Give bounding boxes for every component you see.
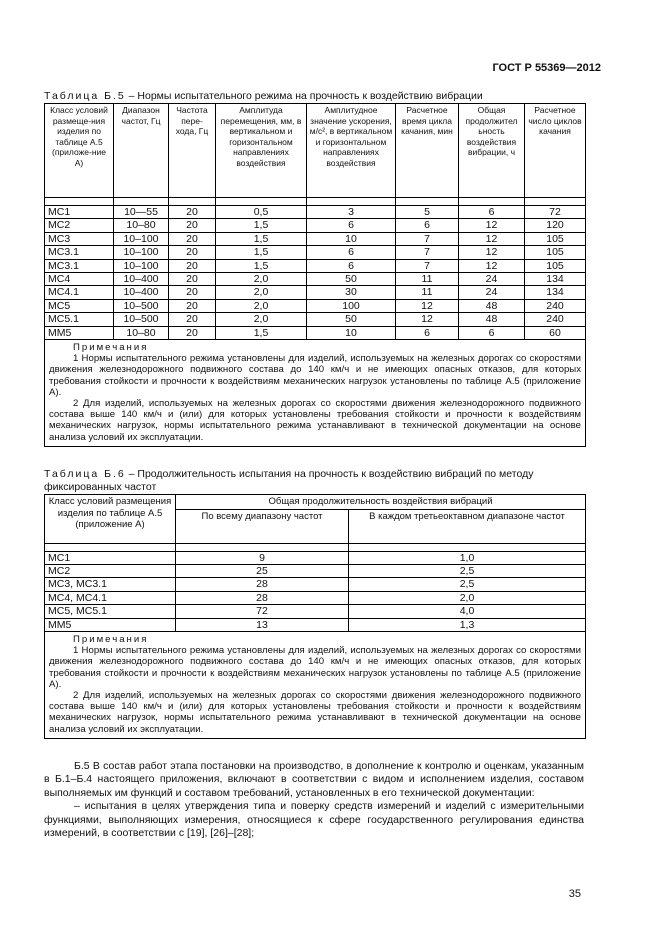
table-cell: 120	[525, 219, 586, 232]
table-cell: 0,5	[216, 206, 307, 219]
table-b6-notes	[45, 631, 586, 738]
table-cell: 6	[396, 326, 459, 339]
table-cell: МС3, МС3.1	[45, 578, 176, 591]
table-b6-note-1: 1 Нормы испытательного режима установлены для изделий, используемых на железных дорогах со скоростями движения железнодорожного подвижного состава до 140 км/ч и не имеющих опасных отказов, для которых требования стойкости и прочности к воздействиям механических нагрузок установлены по таблице А.5 (приложение А).	[49, 645, 582, 690]
table-cell: 6	[459, 326, 525, 339]
table-row	[45, 618, 586, 631]
table-cell: 20	[169, 313, 216, 326]
table-b6-body	[45, 551, 586, 631]
table-row	[45, 259, 586, 272]
table-row	[45, 206, 586, 219]
column-header-cycle-time: Расчетное время цикла качания, мин	[396, 104, 459, 198]
table-cell: 10–400	[114, 273, 169, 286]
table-cell: 20	[169, 246, 216, 259]
table-cell: 134	[525, 273, 586, 286]
table-row	[45, 605, 586, 618]
table-cell: МС3	[45, 232, 114, 245]
table-b5	[44, 103, 586, 447]
table-cell: 28	[176, 591, 349, 604]
column-header-displacement-amplitude: Амплитуда перемещения, мм, в вертикальном и горизонтальном направлениях воздействия	[216, 104, 307, 198]
table-row	[45, 578, 586, 591]
table-cell: 12	[459, 232, 525, 245]
column-header-third-octave: В каждом третьеоктавном диапазоне частот	[349, 509, 586, 543]
table-cell: 6	[307, 259, 396, 272]
table-cell: 10–80	[114, 326, 169, 339]
table-cell: 24	[459, 273, 525, 286]
table-b6-caption-text: – Продолжительность испытания на прочность к воздействию вибраций по методу фиксированных частот	[44, 468, 534, 493]
table-cell: 12	[459, 219, 525, 232]
table-b5-notes	[45, 340, 586, 447]
table-cell: 12	[459, 259, 525, 272]
table-cell: 2,5	[349, 578, 586, 591]
document-code: ГОСТ Р 55369—2012	[492, 62, 601, 74]
table-cell: 2,0	[216, 286, 307, 299]
table-cell: ММ5	[45, 326, 114, 339]
table-cell: МС1	[45, 206, 114, 219]
table-row	[45, 326, 586, 339]
page-number: 35	[568, 888, 581, 900]
table-row	[45, 551, 586, 564]
table-cell: 10–500	[114, 299, 169, 312]
table-cell: 1,3	[349, 618, 586, 631]
table-cell: 10–100	[114, 259, 169, 272]
table-cell: 20	[169, 232, 216, 245]
table-cell: МС3.1	[45, 259, 114, 272]
table-cell: МС4.1	[45, 286, 114, 299]
table-cell: 7	[396, 246, 459, 259]
paragraph-b5: Б.5 В состав работ этапа постановки на производство, в дополнение к контролю и оценкам, указанным в Б.1–Б.4 настоящего приложения, включают в соответствии с видом и исполнением изделия, составом выполняемых им функций и составом требований, установленных в его технической документации:	[44, 760, 584, 799]
table-cell: 7	[396, 232, 459, 245]
table-cell: 20	[169, 219, 216, 232]
table-cell: 48	[459, 299, 525, 312]
table-cell: 6	[459, 206, 525, 219]
table-cell: 2,0	[216, 299, 307, 312]
table-cell: 105	[525, 246, 586, 259]
table-cell: 6	[307, 246, 396, 259]
table-cell: 20	[169, 326, 216, 339]
table-b5-notes-row	[45, 340, 586, 447]
table-cell: 10—55	[114, 206, 169, 219]
table-cell: 20	[169, 299, 216, 312]
table-b5-caption-text: – Нормы испытательного режима на прочность к воздействию вибрации	[125, 90, 483, 102]
table-cell: 50	[307, 273, 396, 286]
table-cell: МС5, МС5.1	[45, 605, 176, 618]
table-cell: 10–400	[114, 286, 169, 299]
table-cell: 20	[169, 286, 216, 299]
table-b6-notes-title: Примечания	[73, 633, 149, 645]
column-header-full-range: По всему диапазону частот	[176, 509, 349, 543]
table-cell: 10–80	[114, 219, 169, 232]
table-row	[45, 591, 586, 604]
column-header-acceleration-amplitude: Амплитудное значение ускорения, м/с², в вертикальном и горизонтальном направлениях воздействия	[307, 104, 396, 198]
table-cell: МС4, МС4.1	[45, 591, 176, 604]
table-row	[45, 299, 586, 312]
table-cell: 134	[525, 286, 586, 299]
column-header-class: Класс условий размеще-ния изделия по таблице А.5 (приложе-ние А)	[45, 104, 114, 198]
table-cell: 1,5	[216, 246, 307, 259]
table-b6-header-row-1	[45, 495, 586, 510]
table-cell: 105	[525, 232, 586, 245]
table-cell: 7	[396, 259, 459, 272]
table-row	[45, 219, 586, 232]
table-cell: 240	[525, 299, 586, 312]
table-cell: 6	[307, 219, 396, 232]
table-b5-spacer-row	[45, 198, 586, 206]
table-cell: 50	[307, 313, 396, 326]
table-cell: 1,5	[216, 232, 307, 245]
table-cell: 12	[396, 313, 459, 326]
table-cell: МС4	[45, 273, 114, 286]
table-cell: 24	[459, 286, 525, 299]
column-header-frequency-range: Диапазон частот, Гц	[114, 104, 169, 198]
table-cell: 100	[307, 299, 396, 312]
column-header-cycle-count: Расчетное число циклов качания	[525, 104, 586, 198]
table-cell: 9	[176, 551, 349, 564]
table-cell: 20	[169, 206, 216, 219]
table-cell: 11	[396, 273, 459, 286]
table-b5-caption-label: Таблица Б.5	[44, 90, 126, 102]
table-cell: 2,5	[349, 564, 586, 577]
table-cell: 10	[307, 232, 396, 245]
table-cell: 1,5	[216, 326, 307, 339]
paragraph-b5-item: – испытания в целях утверждения типа и поверку средств измерений и изделий с измерительными функциями, выполняющих измерения, относящиеся к сфере государственного регулирования единства измерений, в соответствии с [19], [26]–[28];	[44, 800, 584, 840]
table-b5-body	[45, 206, 586, 340]
table-cell: 10	[307, 326, 396, 339]
table-cell: 11	[396, 286, 459, 299]
table-row	[45, 564, 586, 577]
table-cell: 10–100	[114, 232, 169, 245]
table-b5-note-2: 2 Для изделий, используемых на железных дорогах со скоростями движения железнодорожного подвижного состава выше 140 км/ч и (или) для которых установлены требования стойкости и прочности к воздействиям механических нагрузок, нормы испытательного режима устанавливают в технической документации на основе анализа условий их эксплуатации.	[49, 398, 581, 443]
table-cell: 30	[307, 286, 396, 299]
table-cell: 3	[307, 206, 396, 219]
table-cell: 20	[169, 259, 216, 272]
table-b6-spacer-row	[45, 543, 586, 551]
table-cell: 10–500	[114, 313, 169, 326]
column-header-crossover-frequency: Частота пере-хода, Гц	[169, 104, 216, 198]
table-cell: ММ5	[45, 618, 176, 631]
table-b5-caption	[44, 90, 483, 103]
table-cell: 6	[396, 219, 459, 232]
table-b5-header-row	[45, 104, 586, 198]
table-b6-caption	[44, 468, 585, 494]
table-cell: МС1	[45, 551, 176, 564]
table-cell: 2,0	[349, 591, 586, 604]
table-cell: 28	[176, 578, 349, 591]
table-cell: 20	[169, 273, 216, 286]
table-cell: 1,0	[349, 551, 586, 564]
table-cell: 12	[459, 246, 525, 259]
table-b5-note-1: 1 Нормы испытательного режима установлены для изделий, используемых на железных дорогах со скоростями движения железнодорожного подвижного состава до 140 км/ч и не имеющих опасных отказов, для которых требования стойкости и прочности к воздействиям механических нагрузок установлены по таблице А.5 (приложение А).	[49, 353, 581, 398]
table-b5-notes-title: Примечания	[73, 342, 149, 354]
table-cell: 60	[525, 326, 586, 339]
column-header-total-duration: Общая продолжительность воздействия вибраций	[176, 495, 586, 510]
table-cell: 25	[176, 564, 349, 577]
table-b6-caption-label: Таблица Б.6	[44, 468, 126, 480]
table-cell: МС5	[45, 299, 114, 312]
table-row	[45, 232, 586, 245]
table-cell: 105	[525, 259, 586, 272]
table-cell: 240	[525, 313, 586, 326]
table-cell: 48	[459, 313, 525, 326]
body-text	[44, 760, 584, 840]
table-cell: 13	[176, 618, 349, 631]
table-row	[45, 273, 586, 286]
table-cell: МС2	[45, 564, 176, 577]
table-cell: 5	[396, 206, 459, 219]
column-header-total-duration: Общая продолжител ьность воздействия вибрации, ч	[459, 104, 525, 198]
table-cell: 4,0	[349, 605, 586, 618]
table-cell: 72	[525, 206, 586, 219]
table-b6-note-2: 2 Для изделий, используемых на железных дорогах со скоростями движения железнодорожного подвижного состава выше 140 км/ч и (или) для которых установлены требования стойкости и прочности к воздействиям механических нагрузок, нормы испытательного режима устанавливают в технической документации на основе анализа условий их эксплуатации.	[49, 689, 582, 735]
table-cell: МС2	[45, 219, 114, 232]
table-b6-notes-row	[45, 631, 586, 738]
column-header-class: Класс условий размещения изделия по таблице А.5 (приложение А)	[45, 495, 176, 544]
table-cell: 72	[176, 605, 349, 618]
table-cell: 1,5	[216, 259, 307, 272]
table-row	[45, 313, 586, 326]
table-b6	[44, 494, 586, 739]
table-row	[45, 286, 586, 299]
table-cell: МС3.1	[45, 246, 114, 259]
table-cell: МС5.1	[45, 313, 114, 326]
table-cell: 1,5	[216, 219, 307, 232]
table-cell: 10–100	[114, 246, 169, 259]
table-cell: 2,0	[216, 313, 307, 326]
table-cell: 2,0	[216, 273, 307, 286]
table-cell: 12	[396, 299, 459, 312]
table-row	[45, 246, 586, 259]
